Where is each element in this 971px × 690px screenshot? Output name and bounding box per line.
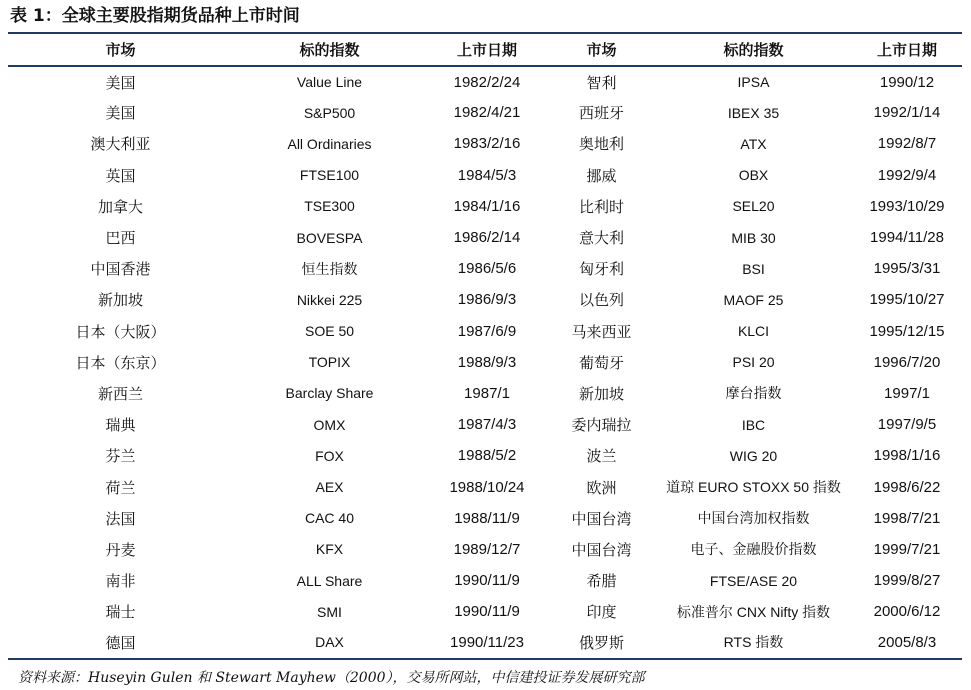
listing-date-cell: 1996/7/20 xyxy=(873,353,941,371)
market-cell: 智利 xyxy=(586,73,617,92)
market-cell: 中国台湾 xyxy=(571,509,632,528)
listing-date-cell: 1987/1 xyxy=(464,384,510,402)
index-cell: All Ordinaries xyxy=(287,135,372,152)
market-cell: 以色列 xyxy=(578,291,624,310)
market-cell: 日本（大阪） xyxy=(75,322,166,341)
table-row xyxy=(8,253,962,284)
index-cell: 中国台湾加权指数 xyxy=(697,510,810,527)
market-cell: 波兰 xyxy=(586,447,617,466)
market-cell: 芬兰 xyxy=(105,447,136,466)
listing-date-cell: 1995/10/27 xyxy=(869,291,945,309)
table-row xyxy=(8,347,962,378)
market-cell: 中国台湾 xyxy=(571,540,632,559)
market-cell: 马来西亚 xyxy=(571,322,632,341)
listing-date-cell: 1992/1/14 xyxy=(873,104,941,122)
table-row xyxy=(8,97,962,128)
market-cell: 美国 xyxy=(105,73,136,92)
index-cell: PSI 20 xyxy=(732,354,775,371)
market-cell: 希腊 xyxy=(586,572,617,591)
index-cell: 恒生指数 xyxy=(301,260,358,277)
market-cell: 意大利 xyxy=(578,229,624,248)
index-cell: TSE300 xyxy=(304,198,355,215)
listing-date-cell: 2005/8/3 xyxy=(852,627,962,658)
market-cell: 瑞士 xyxy=(105,603,136,622)
market-cell: 欧洲 xyxy=(586,478,617,497)
index-cell: FTSE/ASE 20 xyxy=(709,572,798,589)
listing-date-cell: 1984/1/16 xyxy=(453,197,521,215)
listing-date-cell: 1990/12 xyxy=(879,73,935,91)
index-cell: ATX xyxy=(740,135,767,152)
market-cell: 比利时 xyxy=(578,197,624,216)
listing-date-cell: 1987/6/9 xyxy=(457,322,517,340)
table-row xyxy=(8,222,962,253)
index-cell: IBC xyxy=(741,416,766,433)
index-cell: BOVESPA xyxy=(296,229,363,246)
listing-date-cell: 2000/6/12 xyxy=(873,603,941,621)
listing-date-cell: 1986/9/3 xyxy=(457,291,517,309)
table-row xyxy=(8,128,962,159)
table-row xyxy=(8,409,962,440)
column-header-listing-date: 上市日期 xyxy=(426,33,548,66)
table-row xyxy=(8,316,962,347)
index-cell: OMX xyxy=(313,416,346,433)
market-cell: 日本（东京） xyxy=(75,353,166,372)
listing-date-cell: 1990/11/9 xyxy=(454,603,520,621)
market-cell: 俄罗斯 xyxy=(548,627,655,658)
market-cell: 新加坡 xyxy=(97,291,143,310)
index-cell: TOPIX xyxy=(308,354,351,371)
index-cell: WIG 20 xyxy=(729,447,778,464)
market-cell: 新加坡 xyxy=(578,384,624,403)
index-cell: Value Line xyxy=(296,74,363,91)
table-row xyxy=(8,596,962,627)
index-cell: MIB 30 xyxy=(731,229,776,246)
market-cell: 瑞典 xyxy=(105,416,136,435)
market-cell: 荷兰 xyxy=(105,478,136,497)
table-title: 表 1：全球主要股指期货品种上市时间 xyxy=(10,6,300,26)
index-cell: S&P500 xyxy=(303,104,356,121)
listing-date-cell: 1995/3/31 xyxy=(873,260,941,278)
header-row xyxy=(8,33,962,66)
market-cell: 奥地利 xyxy=(578,135,624,154)
listing-date-cell: 1986/5/6 xyxy=(457,260,517,278)
listing-date-cell: 1983/2/16 xyxy=(453,135,521,153)
listing-date-cell: 1995/12/15 xyxy=(869,322,945,340)
column-header-index: 标的指数 xyxy=(655,33,852,66)
index-cell: 标准普尔 CNX Nifty 指数 xyxy=(676,603,831,620)
table-row xyxy=(8,160,962,191)
listing-date-cell: 1988/10/24 xyxy=(449,478,525,496)
futures-listing-table xyxy=(8,32,962,660)
index-cell: KFX xyxy=(315,541,344,558)
index-cell: KLCI xyxy=(737,323,770,340)
index-cell: 电子、金融股价指数 xyxy=(690,541,817,558)
listing-date-cell: 1993/10/29 xyxy=(869,197,945,215)
table-body xyxy=(8,66,962,659)
listing-date-cell: 1998/7/21 xyxy=(873,509,941,527)
listing-date-cell: 1999/7/21 xyxy=(873,540,941,558)
index-cell: SOE 50 xyxy=(304,323,355,340)
index-cell: OBX xyxy=(738,167,769,184)
market-cell: 中国香港 xyxy=(90,260,151,279)
market-cell: 澳大利亚 xyxy=(90,135,151,154)
market-cell: 英国 xyxy=(105,166,136,185)
market-cell: 巴西 xyxy=(105,229,136,248)
market-cell: 西班牙 xyxy=(578,104,624,123)
table-row xyxy=(8,378,962,409)
index-cell: MAOF 25 xyxy=(723,291,784,308)
market-cell: 葡萄牙 xyxy=(578,353,624,372)
index-cell: BSI xyxy=(742,260,765,277)
index-cell: AEX xyxy=(315,479,344,496)
market-cell: 匈牙利 xyxy=(578,260,624,279)
listing-date-cell: 1988/5/2 xyxy=(457,447,517,465)
listing-date-cell: 1986/2/14 xyxy=(453,229,521,247)
source-note: 资料来源：Huseyin Gulen 和 Stewart Mayhew（2000），交易所网站，中信建投证券发展研究部 xyxy=(18,670,645,686)
listing-date-cell: 1992/9/4 xyxy=(877,166,937,184)
index-cell: RTS 指数 xyxy=(655,627,852,658)
market-cell: 印度 xyxy=(586,603,617,622)
listing-date-cell: 1982/2/24 xyxy=(453,73,521,91)
index-cell: Nikkei 225 xyxy=(296,291,363,308)
table-row xyxy=(8,627,962,658)
listing-date-cell: 1999/8/27 xyxy=(873,572,941,590)
table-row xyxy=(8,284,962,315)
table-row xyxy=(8,66,962,97)
listing-date-cell: 1990/11/9 xyxy=(454,572,520,590)
listing-date-cell: 1990/11/23 xyxy=(426,627,548,658)
market-cell: 挪威 xyxy=(586,166,617,185)
column-header-market: 市场 xyxy=(8,33,233,66)
listing-date-cell: 1994/11/28 xyxy=(870,229,944,247)
index-cell: 道琼 EURO STOXX 50 指数 xyxy=(666,479,841,496)
column-header-market: 市场 xyxy=(548,33,655,66)
listing-date-cell: 1988/11/9 xyxy=(454,509,520,527)
table-row xyxy=(8,440,962,471)
table-row xyxy=(8,503,962,534)
listing-date-cell: 1997/9/5 xyxy=(877,416,937,434)
market-cell: 加拿大 xyxy=(97,197,143,216)
listing-date-cell: 1987/4/3 xyxy=(457,416,517,434)
index-cell: IBEX 35 xyxy=(727,104,780,121)
index-cell: DAX xyxy=(233,627,426,658)
listing-date-cell: 1998/1/16 xyxy=(873,447,941,465)
table-row xyxy=(8,565,962,596)
index-cell: 摩台指数 xyxy=(725,385,782,402)
column-header-index: 标的指数 xyxy=(233,33,426,66)
table-row xyxy=(8,191,962,222)
listing-date-cell: 1988/9/3 xyxy=(457,353,517,371)
index-cell: ALL Share xyxy=(296,572,363,589)
table-row xyxy=(8,471,962,502)
index-cell: SEL20 xyxy=(732,198,775,215)
column-header-listing-date: 上市日期 xyxy=(852,33,962,66)
listing-date-cell: 1982/4/21 xyxy=(453,104,521,122)
market-cell: 南非 xyxy=(105,572,136,591)
index-cell: SMI xyxy=(317,603,342,620)
index-cell: IPSA xyxy=(737,74,770,91)
market-cell: 丹麦 xyxy=(105,540,136,559)
listing-date-cell: 1992/8/7 xyxy=(877,135,937,153)
market-cell: 德国 xyxy=(8,627,233,658)
market-cell: 委内瑞拉 xyxy=(571,416,632,435)
market-cell: 新西兰 xyxy=(97,384,143,403)
table-row xyxy=(8,534,962,565)
index-cell: FTSE100 xyxy=(299,167,360,184)
listing-date-cell: 1997/1 xyxy=(884,384,930,402)
index-cell: CAC 40 xyxy=(304,510,355,527)
market-cell: 美国 xyxy=(105,104,136,123)
index-cell: Barclay Share xyxy=(285,385,374,402)
listing-date-cell: 1989/12/7 xyxy=(453,540,521,558)
listing-date-cell: 1984/5/3 xyxy=(457,166,517,184)
index-cell: FOX xyxy=(315,447,344,464)
market-cell: 法国 xyxy=(105,509,136,528)
listing-date-cell: 1998/6/22 xyxy=(873,478,941,496)
